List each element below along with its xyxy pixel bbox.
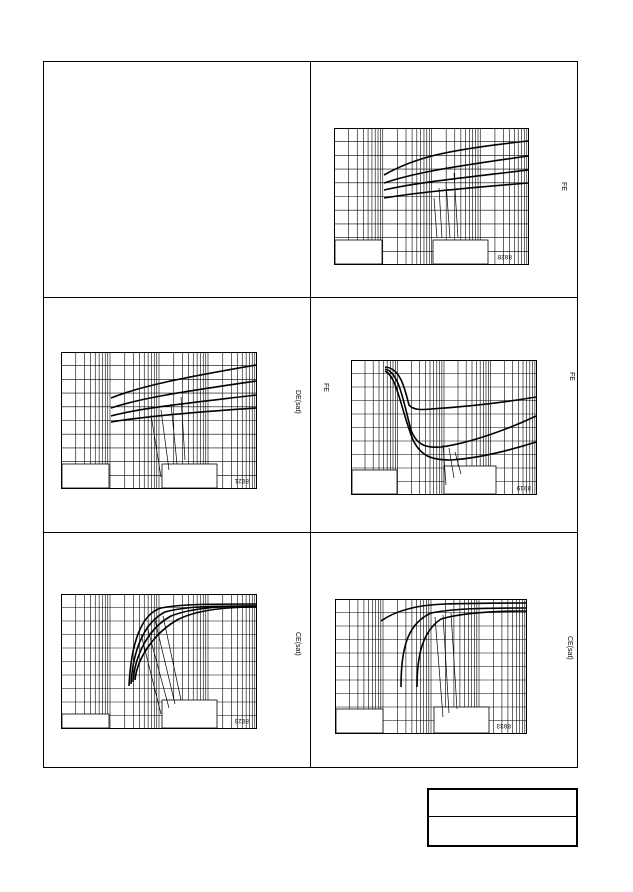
axis-label-bottom-left: CE(sat) <box>294 632 301 656</box>
title-block <box>427 788 578 847</box>
figure-code-bottom-right: 8033 <box>496 722 511 729</box>
series-curve <box>384 141 528 175</box>
figure-code-middle-left: 8021 <box>234 477 249 484</box>
series-curve <box>111 408 256 422</box>
chart-bottom-left-svg <box>61 594 257 729</box>
series-curve <box>135 607 256 680</box>
panel-top-left-empty <box>44 62 310 297</box>
inset-middle-right-right <box>444 466 496 494</box>
inset-top-right-right <box>433 240 488 264</box>
column-divider <box>310 61 311 768</box>
axis-label-middle-left: DE(sat) <box>294 390 301 414</box>
axis-label-middle-right-left: FE <box>322 383 329 392</box>
leader-line <box>443 615 449 713</box>
inset-bottom-right-left <box>336 709 383 733</box>
inset-middle-left-right <box>162 464 217 488</box>
leader-line <box>439 188 442 238</box>
inset-middle-right-left <box>352 470 397 494</box>
chart-middle-right-svg <box>351 360 537 495</box>
row-divider-2 <box>43 532 578 533</box>
chart-top-right-svg <box>334 128 529 265</box>
leader-line <box>155 620 175 704</box>
leader-line <box>147 626 169 708</box>
chart-bottom-right <box>335 599 527 734</box>
series-curve <box>384 170 528 190</box>
figure-code-middle-right: 8019 <box>516 484 531 491</box>
series-curve <box>401 608 526 687</box>
leader-line <box>163 616 181 700</box>
axis-label-bottom-right: CE(sat) <box>566 636 573 660</box>
chart-top-right <box>334 128 529 265</box>
row-divider-1 <box>43 297 578 298</box>
chart-bottom-left <box>61 594 257 729</box>
chart-middle-right <box>351 360 537 495</box>
grid-bottom-left <box>61 594 257 729</box>
inset-bottom-left-left <box>62 714 109 728</box>
leader-line <box>151 415 161 477</box>
leader-line <box>161 410 169 470</box>
chart-middle-left <box>61 352 257 489</box>
figure-code-top-right: 8028 <box>497 253 512 260</box>
figure-code-bottom-left: 8023 <box>234 717 249 724</box>
leader-line <box>181 397 185 460</box>
chart-bottom-right-svg <box>335 599 527 734</box>
inset-middle-left-left <box>62 464 109 488</box>
leader-line <box>435 617 443 717</box>
chart-middle-left-svg <box>61 352 257 489</box>
axis-label-top-right: FE <box>560 182 567 191</box>
series-curve <box>385 369 536 447</box>
leader-line <box>434 198 437 238</box>
inset-bottom-left-right <box>162 700 217 728</box>
title-block-divider <box>429 816 576 817</box>
leader-line <box>446 183 450 238</box>
axis-label-middle-right: FE <box>568 372 575 381</box>
inset-top-right-left <box>335 240 382 264</box>
